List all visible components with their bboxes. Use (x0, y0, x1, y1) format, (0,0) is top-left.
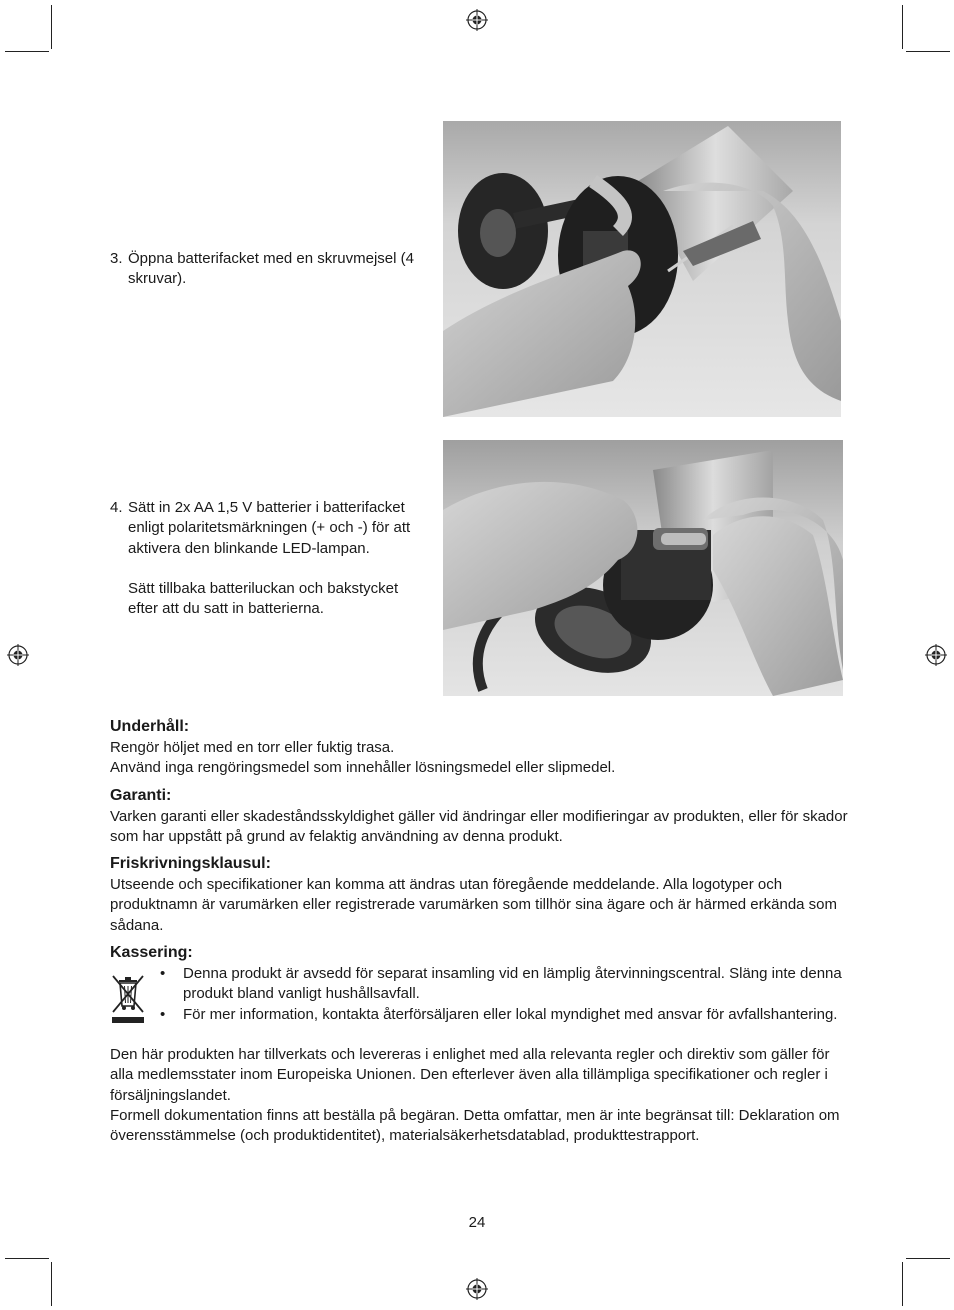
conformity-text: Den här produkten har tillverkats och levereras i enlighet med alla relevanta regler och direktiv som gäller för alla medlemsstater inom Europeiska Unionen. Den efterlever även alla tillämpliga specifikationer och regler i försäljningslandet. (110, 1045, 830, 1104)
warranty-text: Varken garanti eller skadeståndsskyldighet gäller vid ändringar eller modifieringar av produkten, eller för skador som har uppstått på grund av felaktig användning av denna produkt. (110, 807, 848, 845)
step-text: Sätt tillbaka batteriluckan och bakstycket efter att du satt in batterierna. (128, 579, 399, 618)
crop-mark (5, 1258, 49, 1259)
registration-mark-icon (466, 9, 488, 31)
crop-mark (5, 51, 49, 52)
conformity-text: Formell dokumentation finns att beställa på begäran. Detta omfattar, men är inte begränsat till: Deklaration om överensstämmelse (och produktidentitet), materialsäkerhetsdatablad, produkttestrapport. (110, 1106, 840, 1145)
maintenance-line: Rengör höljet med en torr eller fuktig trasa. (110, 739, 395, 756)
step-3-photo (443, 121, 841, 417)
step-3 (110, 249, 430, 290)
document-body (110, 716, 850, 1146)
crop-mark (906, 1258, 950, 1259)
disposal-section (110, 942, 850, 1025)
crop-mark (51, 5, 52, 49)
crop-mark (51, 1262, 52, 1306)
step-4-photo (443, 440, 843, 696)
step-number: 4. (110, 499, 123, 516)
maintenance-section (110, 716, 850, 779)
warranty-section (110, 785, 850, 848)
step-text: Öppna batterifacket med en skruvmejsel (4 skruvar). (128, 250, 414, 288)
list-item: • För mer information, kontakta återförsäljaren eller lokal myndighet med ansvar för avfallshantering. (160, 1005, 850, 1025)
registration-mark-icon (466, 1278, 488, 1300)
disposal-content (110, 964, 850, 1025)
conformity-section (110, 1045, 850, 1146)
step-text: Sätt in 2x AA 1,5 V batterier i batterifacket enligt polaritetsmärkningen (+ och -) för att aktivera den blinkande LED-lampan. (128, 499, 411, 557)
weee-crossed-bin-icon (110, 972, 146, 1024)
step-number: 3. (110, 250, 123, 267)
disposal-heading: Kassering: (110, 944, 193, 962)
disclaimer-heading: Friskrivningsklausul: (110, 855, 271, 873)
crop-mark (902, 5, 903, 49)
disposal-list (110, 964, 850, 1025)
list-item: • Denna produkt är avsedd för separat insamling vid en lämplig återvinningscentral. Släng inte denna produkt bland vanligt hushållsavfall. (160, 964, 850, 1005)
registration-mark-icon (925, 644, 947, 666)
disclaimer-section (110, 853, 850, 936)
disclaimer-text: Utseende och specifikationer kan komma att ändras utan föregående meddelande. Alla logotyper och produktnamn är varumärken eller registrerade varumärken som tillhör sina ägare och är härmed erkända som sådana. (110, 876, 838, 934)
step-4 (110, 498, 430, 619)
crop-mark (906, 51, 950, 52)
maintenance-line: Använd inga rengöringsmedel som innehåller lösningsmedel eller slipmedel. (110, 759, 616, 777)
warranty-heading: Garanti: (110, 786, 172, 804)
crop-mark (902, 1262, 903, 1306)
page-number: 24 (468, 1214, 486, 1231)
registration-mark-icon (7, 644, 29, 666)
maintenance-heading: Underhåll: (110, 718, 190, 735)
